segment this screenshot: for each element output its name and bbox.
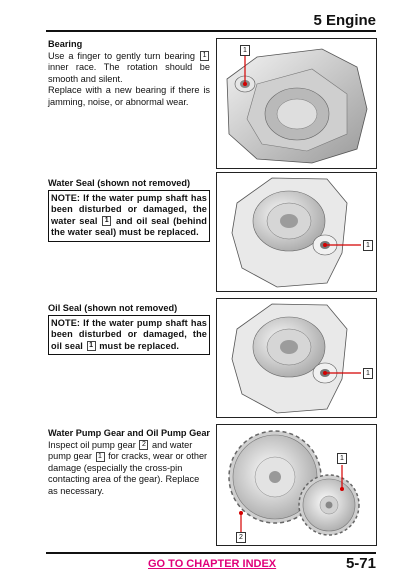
chapter-title: 5 Engine bbox=[313, 12, 376, 29]
body-text: for cracks, wear or other damage (especially the cross-pin contacting area of the gear). Replace as necessary. bbox=[48, 451, 208, 496]
figure-callout: 1 bbox=[363, 240, 373, 251]
engine-cover-illustration bbox=[217, 299, 376, 417]
figure-callout: 1 bbox=[240, 45, 250, 56]
note-text: NOTE: If the water pump shaft has been disturbed or damaged, the water seal bbox=[51, 192, 207, 226]
note-text: NOTE: If the water pump shaft has been disturbed or damaged, the oil seal bbox=[51, 317, 207, 351]
section-heading: Water Pump Gear and Oil Pump Gear bbox=[48, 428, 211, 438]
section-heading: Bearing bbox=[48, 39, 83, 49]
figure-callout: 1 bbox=[363, 368, 373, 379]
ref-callout: 1 bbox=[96, 452, 105, 462]
note-box bbox=[48, 315, 210, 356]
section-pump-gears bbox=[48, 428, 210, 497]
figure-water-seal bbox=[216, 172, 377, 292]
body-text: Inspect oil pump gear bbox=[48, 439, 136, 450]
note-text: must be replaced. bbox=[99, 340, 180, 351]
header-rule bbox=[46, 30, 376, 32]
section-body bbox=[48, 440, 210, 498]
footer-rule bbox=[46, 552, 376, 554]
figure-callout: 2 bbox=[236, 532, 246, 543]
section-heading: Water Seal (shown not removed) bbox=[48, 178, 191, 188]
section-oil-seal bbox=[48, 303, 210, 355]
section-bearing bbox=[48, 39, 210, 108]
engine-cover-illustration bbox=[217, 173, 376, 291]
body-text: inner race. The rotation should be smooth and silent. bbox=[48, 62, 210, 84]
body-text: and water pump gear bbox=[48, 439, 193, 461]
figure-bearing-housing bbox=[216, 38, 377, 169]
ref-callout: 1 bbox=[102, 216, 111, 226]
section-body: Replace with a new bearing if there is jamming, noise, or abnormal wear. bbox=[48, 85, 210, 107]
section-water-seal bbox=[48, 178, 210, 242]
body-text: Use a finger to gently turn bearing bbox=[48, 50, 196, 61]
chapter-index-link[interactable]: GO TO CHAPTER INDEX bbox=[148, 558, 277, 570]
engine-cover-illustration bbox=[217, 39, 376, 168]
section-body bbox=[48, 51, 210, 86]
page-number: 5-71 bbox=[345, 555, 376, 572]
gears-illustration bbox=[217, 425, 376, 545]
ref-callout: 1 bbox=[200, 51, 209, 61]
figure-callout: 1 bbox=[337, 453, 347, 464]
section-heading: Oil Seal (shown not removed) bbox=[48, 303, 178, 313]
note-box bbox=[48, 190, 210, 242]
ref-callout: 2 bbox=[139, 440, 148, 450]
figure-pump-gears bbox=[216, 424, 377, 546]
note-text: and oil seal (behind the water seal) must be replaced. bbox=[51, 215, 207, 237]
ref-callout: 1 bbox=[87, 341, 96, 351]
figure-oil-seal bbox=[216, 298, 377, 418]
